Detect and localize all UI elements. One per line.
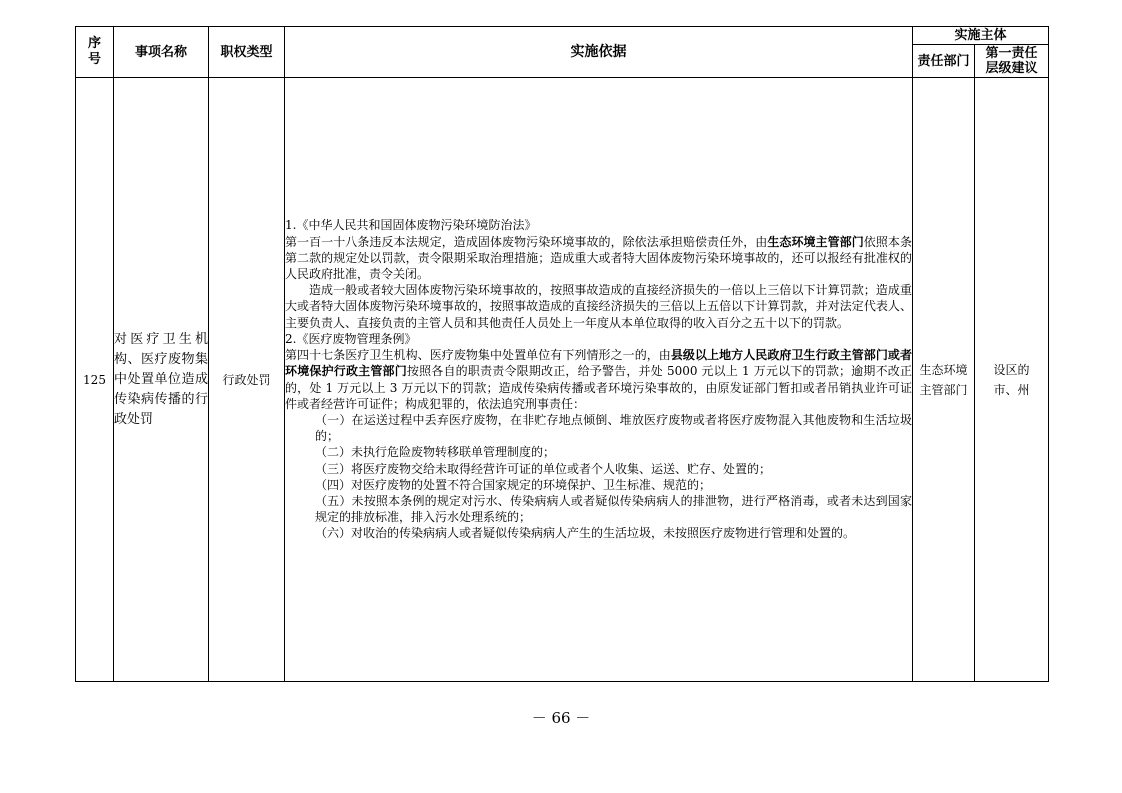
header-power-type: 职权类型 [209,27,285,78]
law2-paragraph-1: 第四十七条医疗卫生机构、医疗废物集中处置单位有下列情形之一的，由县级以上地方人民政府卫生行政主管部门或者环境保护行政主管部门按照各自的职责责令限期改正，给予警告，并处 5000 元以上 1 万元以下的罚款；逾期不改正的，处 1 万元以上 3 万元以下的罚款；造成传染病传播或者环境污染事故的，由原发证部门暂扣或者吊销执业许可证件或者经营许可证件；构成犯罪的，依法追究刑事责任： [285,348,912,411]
row-item-name: 对医疗卫生机构、医疗废物集中处置单位造成传染病传播的行政处罚 [114,78,209,682]
header-seq: 序号 [76,27,114,78]
law2-clause-4: （四）对医疗废物的处置不符合国家规定的环境保护、卫生标准、规范的； [315,477,712,492]
row-basis [285,78,913,682]
row-power-type: 行政处罚 [209,78,285,682]
law1-authority: 生态环境主管部门 [767,234,864,249]
header-basis: 实施依据 [285,27,913,78]
law2-title: 2.《医疗废物管理条例》 [285,331,417,346]
law2-clause-5: （五）未按照本条例的规定对污水、传染病病人或者疑似传染病病人的排泄物，进行严格消毒，或者未达到国家规定的排放标准，排入污水处理系统的； [315,493,912,525]
header-first-level: 第一责任层级建议 [975,45,1049,78]
law2-clause-3: （三）将医疗废物交给未取得经营许可证的单位或者个人收集、运送、贮存、处置的； [315,461,772,476]
power-list-table [75,26,1049,682]
row-seq: 125 [76,78,114,682]
law1-paragraph-1: 第一百一十八条违反本法规定，造成固体废物污染环境事故的，除依法承担赔偿责任外，由生态环境主管部门依照本条第二款的规定处以罚款，责令限期采取治理措施；造成重大或者特大固体废物污染环境事故的，还可以报经有批准权的人民政府批准，责令关闭。 [285,234,912,282]
law1-title: 1.《中华人民共和国固体废物污染环境防治法》 [285,218,537,233]
law2-clause-6: （六）对收治的传染病病人或者疑似传染病病人产生的生活垃圾，未按照医疗废物进行管理和处置的。 [315,526,856,541]
law1-paragraph-2: 造成一般或者较大固体废物污染环境事故的，按照事故造成的直接经济损失的一倍以上三倍以下计算罚款；造成重大或者特大固体废物污染环境事故的，按照事故造成的直接经济损失的三倍以上五倍以下计算罚款，并对法定代表人、主要负责人、直接负责的主管人员和其他责任人员处上一年度从本单位取得的收入百分之五十以下的罚款。 [285,283,912,330]
law2-clause-2: （二）未执行危险废物转移联单管理制度的； [315,445,556,460]
law2-authority: 县级以上地方人民政府卫生行政主管部门或者环境保护行政主管部门 [285,348,912,379]
header-responsible-dept: 责任部门 [913,45,975,78]
page-number: － 66 － [531,709,591,727]
header-subject: 实施主体 [913,27,1049,45]
row-responsible-dept: 生态环境主管部门 [913,78,975,682]
law2-clause-1: （一）在运送过程中丢弃医疗废物，在非贮存地点倾倒、堆放医疗废物或者将医疗废物混入其他废物和生活垃圾的； [315,412,912,444]
header-item-name: 事项名称 [114,27,209,78]
table-row [76,78,1049,682]
row-first-level: 设区的市、州 [975,78,1049,682]
